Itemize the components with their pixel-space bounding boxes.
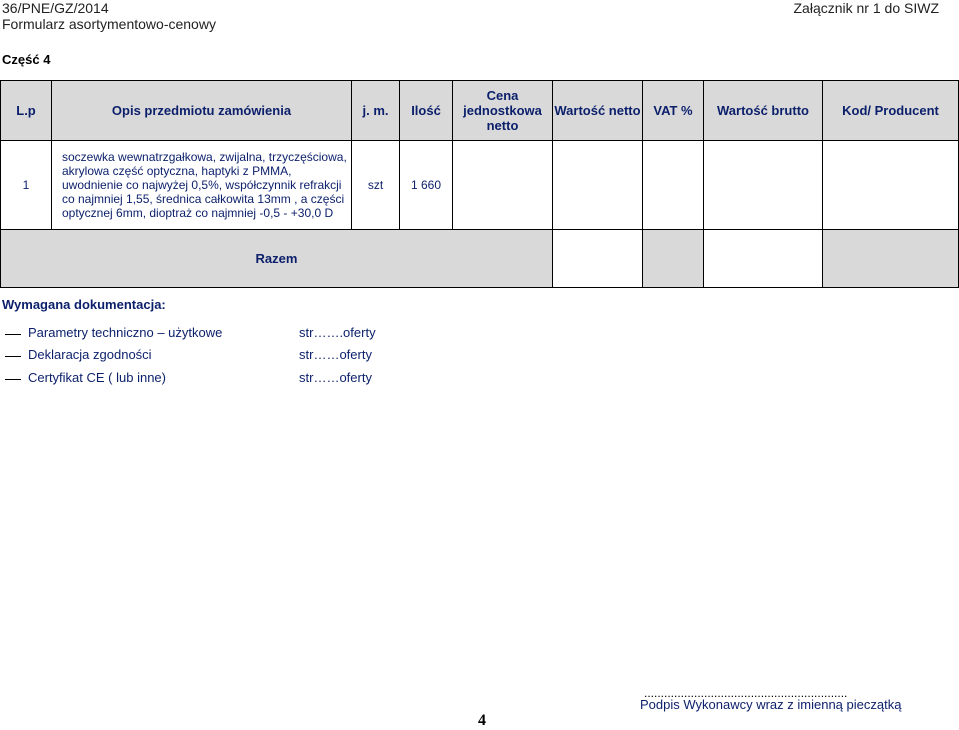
row-net-value <box>553 141 643 230</box>
table-header-row <box>1 81 959 141</box>
row-description: soczewka wewnatrzgałkowa, zwijalna, trzyczęściowa, akrylowa część optyczna, haptyki z PMMA, uwodnienie co najwyżej 0,5%, współczynnik refrakcji co najmniej 1,55, średnica całkowita 13mm , a części optycznej 6mm, dioptraż co najmniej -0,5 - +30,0 D <box>52 141 352 230</box>
documentation-item-ref: str……oferty <box>299 347 372 362</box>
row-gross-value <box>704 141 823 230</box>
total-label: Razem <box>1 230 553 288</box>
documentation-title: Wymagana dokumentacja: <box>2 297 166 312</box>
total-gross-value <box>704 230 823 288</box>
col-header-gross-value: Wartość brutto <box>704 81 823 141</box>
form-title: Formularz asortymentowo-cenowy <box>2 16 216 32</box>
col-header-net-value: Wartość netto <box>553 81 643 141</box>
total-vat-cell <box>643 230 704 288</box>
signature-line: ............................................................. <box>644 686 848 700</box>
documentation-item-ref: str…….oferty <box>299 325 376 340</box>
total-row <box>1 230 959 288</box>
row-quantity: 1 660 <box>400 141 453 230</box>
col-header-unit-price: Cena jednostkowa netto <box>453 81 553 141</box>
col-header-quantity: Ilość <box>400 81 453 141</box>
row-lp: 1 <box>1 141 52 230</box>
documentation-item-label: Certyfikat CE ( lub inne) <box>28 370 166 385</box>
row-vat <box>643 141 704 230</box>
col-header-description: Opis przedmiotu zamówienia <box>52 81 352 141</box>
documentation-item-label: Deklaracja zgodności <box>28 347 152 362</box>
signature-label: Podpis Wykonawcy wraz z imienną pieczątką <box>640 697 902 712</box>
documentation-item-label: Parametry techniczno – użytkowe <box>28 325 223 340</box>
col-header-unit: j. m. <box>352 81 400 141</box>
row-unit-price <box>453 141 553 230</box>
col-header-vat: VAT % <box>643 81 704 141</box>
documentation-item-ref: str……oferty <box>299 370 372 385</box>
table-row <box>1 141 959 230</box>
part-title: Część 4 <box>2 52 51 67</box>
tender-number: 36/PNE/GZ/2014 <box>2 0 109 16</box>
total-net-value <box>553 230 643 288</box>
col-header-code: Kod/ Producent <box>823 81 959 141</box>
row-unit: szt <box>352 141 400 230</box>
price-table <box>0 80 959 288</box>
dash-bullet <box>5 334 21 335</box>
dash-bullet <box>5 379 21 380</box>
document-header <box>2 0 216 32</box>
col-header-lp: L.p <box>1 81 52 141</box>
documentation-item <box>0 370 500 392</box>
total-code-cell <box>823 230 959 288</box>
row-code <box>823 141 959 230</box>
documentation-item <box>0 347 500 369</box>
page-number: 4 <box>478 712 486 729</box>
documentation-item <box>0 325 500 347</box>
attachment-label: Załącznik nr 1 do SIWZ <box>793 0 939 16</box>
dash-bullet <box>5 356 21 357</box>
